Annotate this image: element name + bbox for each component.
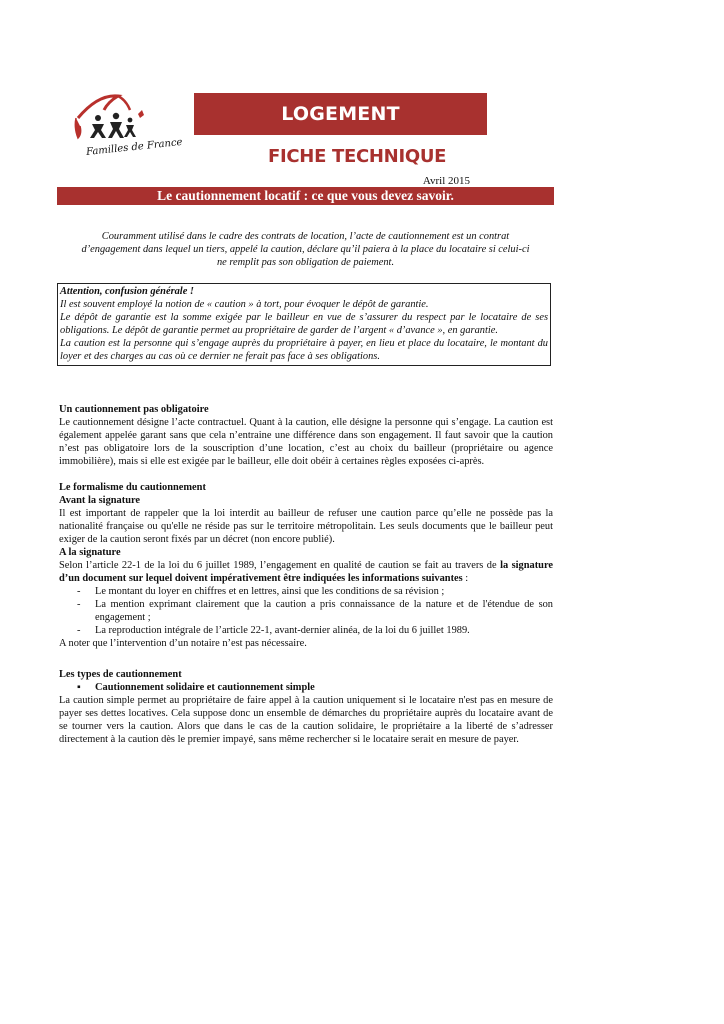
subsection-heading	[59, 681, 553, 694]
subsection-heading: Avant la signature	[59, 495, 141, 506]
subtitle: FICHE TECHNIQUE	[268, 146, 447, 167]
header-band	[194, 93, 487, 135]
warning-text: Il est souvent employé la notion de « caution » à tort, pour évoquer le dépôt de garantie.	[60, 299, 429, 310]
document-date: Avril 2015	[422, 175, 470, 187]
document-title-bar	[57, 187, 554, 205]
intro-line: d’engagement dans lequel un tiers, appelé la caution, déclare qu’il paiera à la place du locataire si celui-ci	[81, 244, 530, 255]
intro-line: Couramment utilisé dans le cadre des contrats de location, l’acte de cautionnement est un contrat	[101, 231, 510, 242]
section-paragraph	[59, 559, 553, 585]
square-bullet-icon: ▪	[77, 682, 81, 693]
list-item	[59, 598, 553, 624]
band-title: LOGEMENT	[281, 103, 400, 125]
warning-text: La caution est la personne qui s’engage auprès du propriétaire à payer, en lieu et place du locataire, le montant du loyer et des charges au cas où ce dernier ne ferait pas face à ses obligations.	[60, 338, 548, 362]
list-item-text: La mention exprimant clairement que la caution a pris connaissance de la nature et de l'étendue de son engagement ;	[95, 599, 553, 623]
paragraph-text: :	[462, 573, 469, 584]
bullet-marker: -	[77, 625, 81, 636]
subsection-title: Cautionnement solidaire et cautionnement simple	[95, 682, 315, 693]
document-title: Le cautionnement locatif : ce que vous devez savoir.	[157, 188, 454, 203]
intro-line: ne remplit pas son obligation de paiement.	[216, 257, 395, 268]
section-paragraph: Le cautionnement désigne l’acte contractuel. Quant à la caution, elle désigne la personne qui s’engage. La caution est également appelée garant sans que cela n’entraine une différence dans son engagement. Il faut savoir que la caution n’est pas obligatoire lors de la souscription d’une location, c’est au choix du bailleur (propriétaire ou agence immobilière), mais si elle est exigée par le bailleur, elle doit obéir à certaines règles exposées ci-après.	[59, 417, 553, 467]
section-heading: Un cautionnement pas obligatoire	[59, 404, 209, 415]
intro-paragraph	[57, 230, 554, 269]
bullet-marker: -	[77, 599, 81, 610]
warning-text: Le dépôt de garantie est la somme exigée par le bailleur en vue de s’assurer du respect par le locataire de ses obligations. Le dépôt de garantie permet au propriétaire de garder de l’argent « d’avance », en garantie.	[60, 312, 548, 336]
bullet-marker: -	[77, 586, 81, 597]
list-item	[59, 585, 553, 598]
list-item	[59, 624, 553, 637]
section-paragraph: La caution simple permet au propriétaire de faire appel à la caution uniquement si le locataire n'est pas en mesure de payer ses dettes locatives. Cela suppose donc un ensemble de démarches du propriétaire auprès du locataire avant de se tourner vers la caution. Alors que dans le cas de la caution solidaire, le propriétaire a la liberté de s’adresser directement à la caution dès le premier impayé, sans même rechercher si le locataire serait en mesure de payer.	[59, 695, 553, 745]
list-item-text: La reproduction intégrale de l’article 22-1, avant-dernier alinéa, de la loi du 6 juillet 1989.	[95, 625, 470, 636]
paragraph-text: Selon l’article 22-1 de la loi du 6 juillet 1989, l’engagement en qualité de caution se fait au travers de	[59, 560, 501, 571]
document-body	[59, 403, 553, 746]
warning-box	[57, 283, 551, 366]
requirements-list	[59, 585, 553, 637]
warning-title: Attention, confusion générale !	[60, 286, 194, 297]
section-heading: Le formalisme du cautionnement	[59, 482, 206, 493]
section-note: A noter que l’intervention d’un notaire n’est pas nécessaire.	[59, 638, 307, 649]
paragraph-emphasis: la signature d’un document sur lequel doivent impérativement être indiquées les informations suivantes	[59, 560, 553, 584]
list-item-text: Le montant du loyer en chiffres et en lettres, ainsi que les conditions de sa révision ;	[95, 586, 445, 597]
section-heading: Les types de cautionnement	[59, 669, 182, 680]
section-paragraph: Il est important de rappeler que la loi interdit au bailleur de refuser une caution parce qu’elle ne possède pas la nationalité française ou qu'elle ne réside pas sur le territoire métropolitain. Les seuls documents que le bailleur peut exiger de la caution seront fixés par un décret (non encore publié).	[59, 508, 553, 545]
subsection-heading: A la signature	[59, 547, 121, 558]
logo-text: Familles de France	[85, 136, 183, 159]
